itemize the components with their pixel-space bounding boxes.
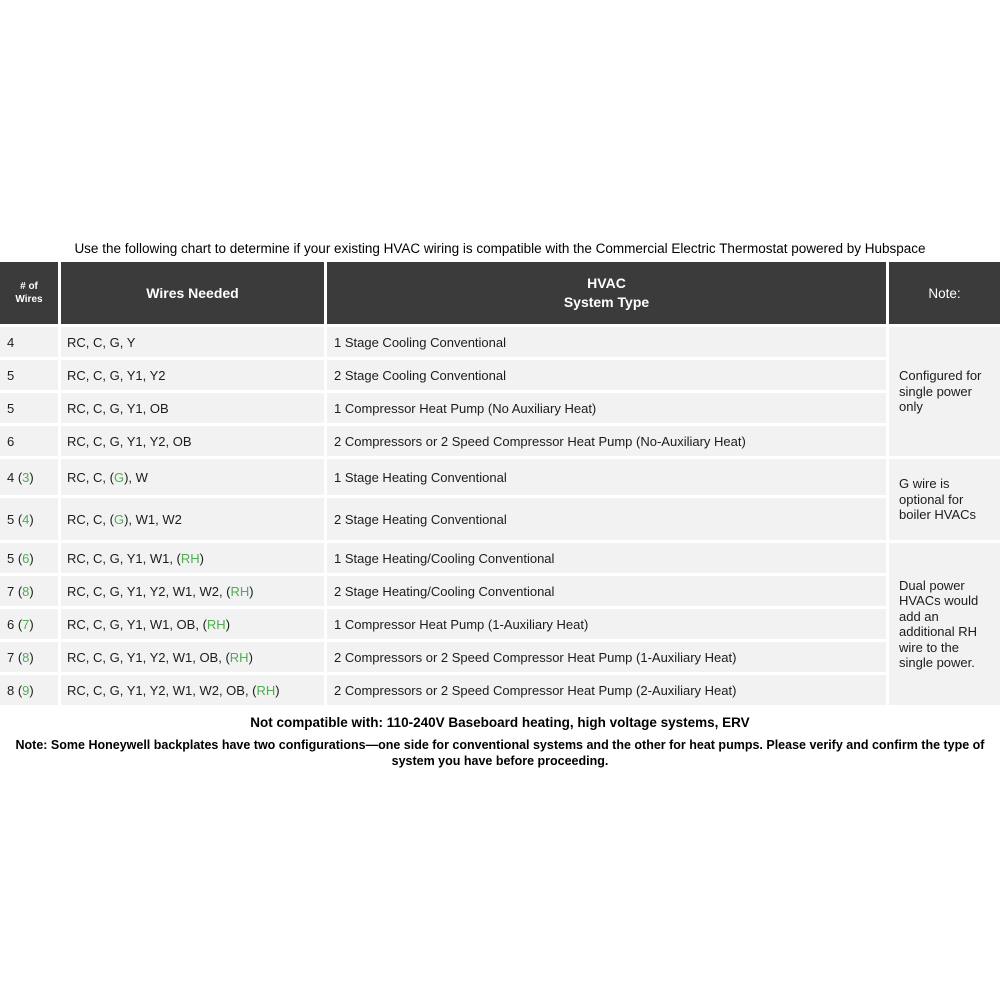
- wires-needed-cell: RC, C, G, Y: [61, 327, 324, 357]
- wire-count-cell: 6: [0, 426, 58, 456]
- system-type-cell: 1 Stage Heating/Cooling Conventional: [327, 543, 886, 573]
- system-type-cell: 1 Compressor Heat Pump (1-Auxiliary Heat): [327, 609, 886, 639]
- col-header-wires-needed: [61, 262, 324, 324]
- wire-count-cell: 4: [0, 327, 58, 357]
- wires-needed-cell: RC, C, G, Y1, Y2, W1, OB, ( RH ): [61, 642, 324, 672]
- col-header-hvac-line1: HVAC: [587, 275, 626, 291]
- col-header-wires-needed-label: Wires Needed: [146, 284, 239, 301]
- col-header-hvac-line2: System Type: [563, 294, 650, 310]
- optional-wire-highlight: 9: [22, 682, 30, 698]
- compatibility-table: [0, 262, 1000, 705]
- wires-needed-cell: RC, C, ( G ), W: [61, 459, 324, 495]
- wires-needed-cell: RC, C, G, Y1, Y2, OB: [61, 426, 324, 456]
- wire-count-cell: 4 ( 3 ): [0, 459, 58, 495]
- wires-needed-cell: RC, C, G, Y1, Y2, W1, W2, ( RH ): [61, 576, 324, 606]
- col-header-note-label: Note:: [928, 285, 961, 301]
- optional-wire-highlight: G: [113, 511, 125, 527]
- optional-wire-highlight: RH: [230, 583, 250, 599]
- optional-wire-highlight: 3: [22, 469, 30, 485]
- not-compatible-note: Not compatible with: 110-240V Baseboard heating, high voltage systems, ERV: [250, 715, 750, 730]
- wires-needed-cell: RC, C, G, Y1, Y2, W1, W2, OB, ( RH ): [61, 675, 324, 705]
- optional-wire-highlight: G: [113, 469, 125, 485]
- system-type-cell: 2 Stage Heating/Cooling Conventional: [327, 576, 886, 606]
- wire-count-cell: 5: [0, 360, 58, 390]
- system-type-cell: 1 Stage Cooling Conventional: [327, 327, 886, 357]
- col-header-hvac-system-type: [327, 262, 886, 324]
- optional-wire-highlight: 8: [22, 583, 30, 599]
- system-type-cell: 1 Stage Heating Conventional: [327, 459, 886, 495]
- col-header-note: [889, 262, 1000, 324]
- wire-count-cell: 7 ( 8 ): [0, 576, 58, 606]
- wires-needed-cell: RC, C, G, Y1, Y2: [61, 360, 324, 390]
- optional-wire-highlight: 4: [22, 511, 30, 527]
- compatibility-chart: [0, 239, 1000, 769]
- optional-wire-highlight: RH: [206, 616, 226, 632]
- wire-count-cell: 5 ( 4 ): [0, 498, 58, 540]
- note-cell: G wire is optional for boiler HVACs: [889, 459, 1000, 540]
- optional-wire-highlight: 7: [22, 616, 30, 632]
- wire-count-cell: 6 ( 7 ): [0, 609, 58, 639]
- honeywell-backplate-note: Note: Some Honeywell backplates have two configurations—one side for conventional systems and the other for heat pumps. Please verify and confirm the type of system you have before proceeding.: [15, 738, 985, 768]
- optional-wire-highlight: RH: [229, 649, 249, 665]
- optional-wire-highlight: RH: [256, 682, 276, 698]
- wire-count-cell: 5: [0, 393, 58, 423]
- optional-wire-highlight: RH: [180, 550, 200, 566]
- optional-wire-highlight: 6: [22, 550, 30, 566]
- system-type-cell: 2 Stage Heating Conventional: [327, 498, 886, 540]
- wire-count-cell: 8 ( 9 ): [0, 675, 58, 705]
- wires-needed-cell: RC, C, G, Y1, W1, ( RH ): [61, 543, 324, 573]
- wires-needed-cell: RC, C, G, Y1, W1, OB, ( RH ): [61, 609, 324, 639]
- col-header-num-wires: [0, 262, 58, 324]
- page-title: Use the following chart to determine if your existing HVAC wiring is compatible with the Commercial Electric Thermostat powered by Hubspace: [74, 241, 926, 256]
- note-cell: Dual power HVACs would add an additional RH wire to the single power.: [889, 543, 1000, 705]
- system-type-cell: 1 Compressor Heat Pump (No Auxiliary Heat): [327, 393, 886, 423]
- system-type-cell: 2 Compressors or 2 Speed Compressor Heat Pump (2-Auxiliary Heat): [327, 675, 886, 705]
- wires-needed-cell: RC, C, ( G ), W1, W2: [61, 498, 324, 540]
- wires-needed-cell: RC, C, G, Y1, OB: [61, 393, 324, 423]
- optional-wire-highlight: 8: [22, 649, 30, 665]
- col-header-num-wires-line2: Wires: [15, 294, 43, 305]
- system-type-cell: 2 Stage Cooling Conventional: [327, 360, 886, 390]
- wire-count-cell: 5 ( 6 ): [0, 543, 58, 573]
- wire-count-cell: 7 ( 8 ): [0, 642, 58, 672]
- system-type-cell: 2 Compressors or 2 Speed Compressor Heat Pump (No-Auxiliary Heat): [327, 426, 886, 456]
- system-type-cell: 2 Compressors or 2 Speed Compressor Heat Pump (1-Auxiliary Heat): [327, 642, 886, 672]
- col-header-num-wires-line1: # of: [20, 281, 38, 292]
- note-cell: Configured for single power only: [889, 327, 1000, 456]
